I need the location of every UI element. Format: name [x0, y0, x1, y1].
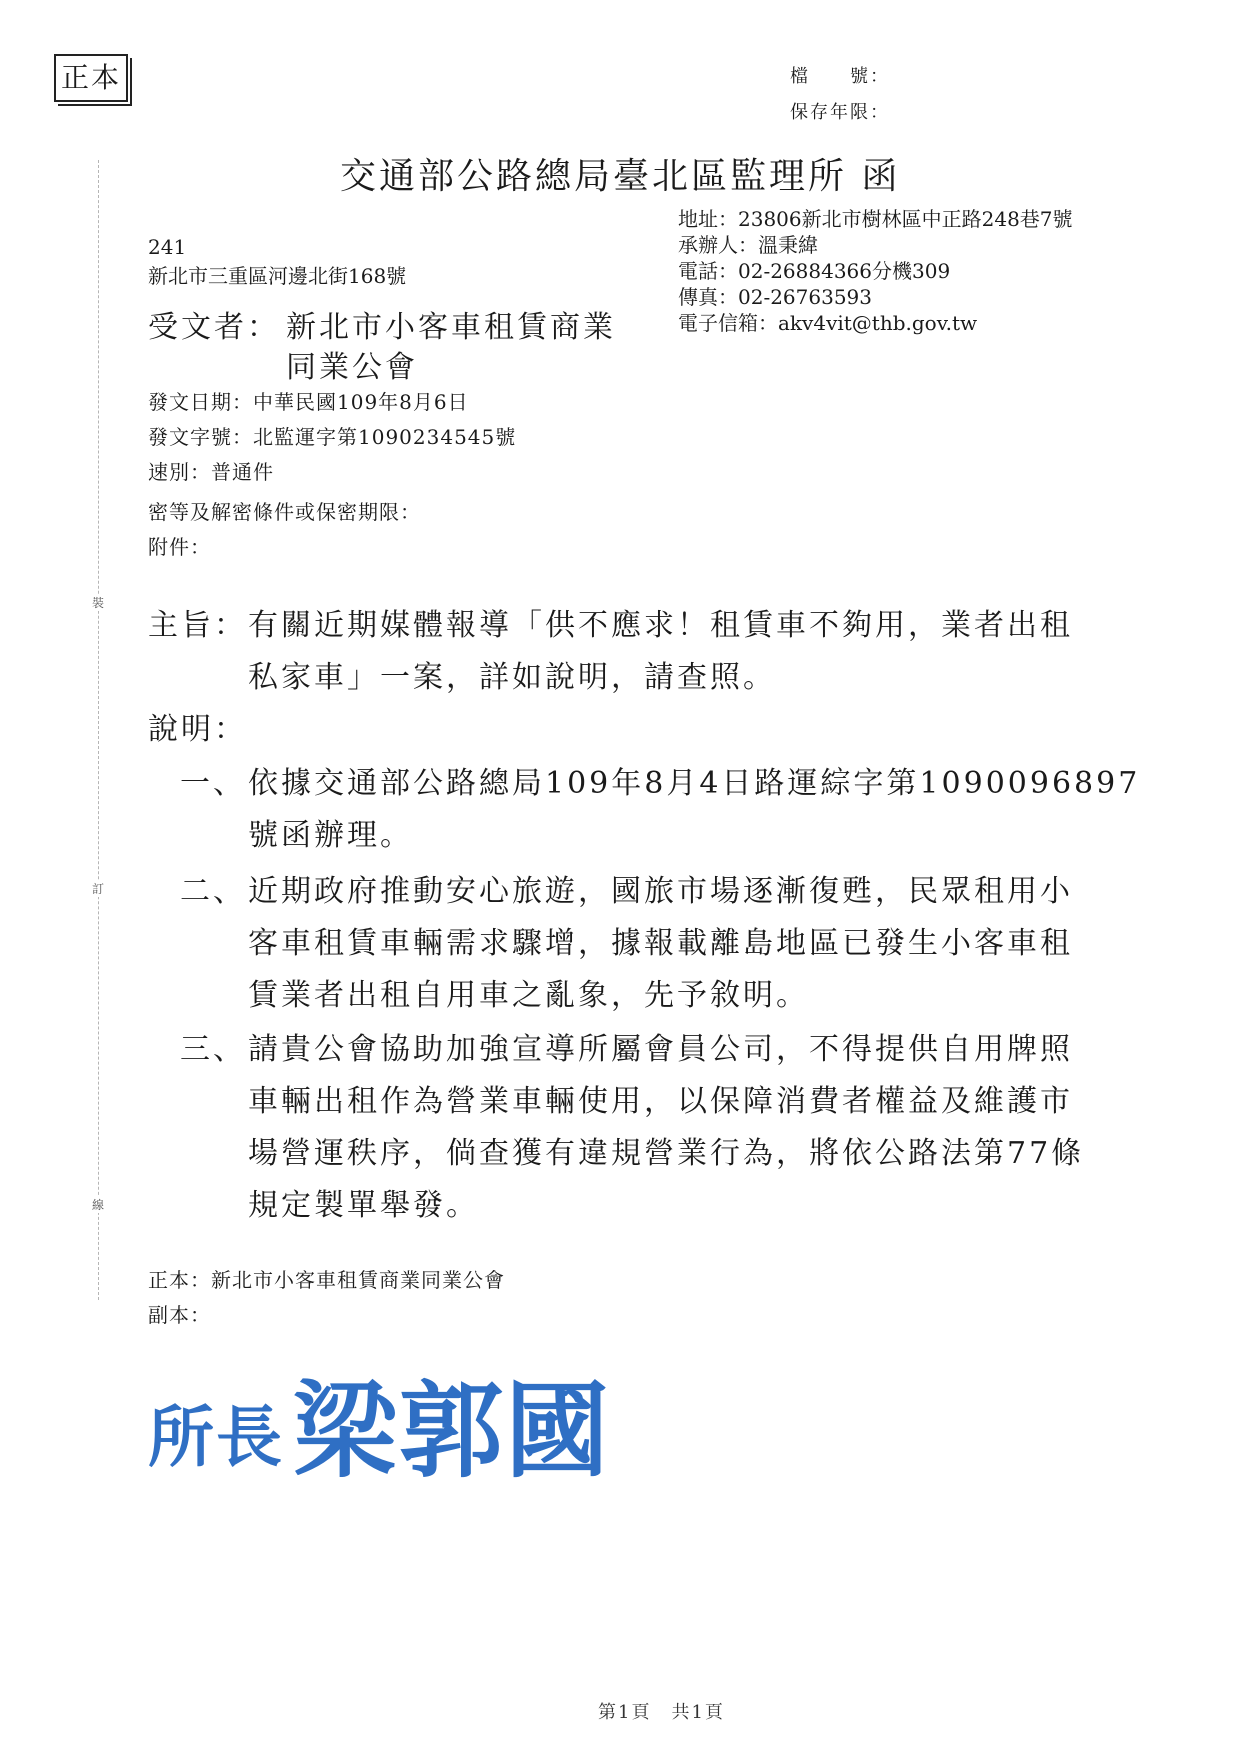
item-2-line-2: 客車租賃車輛需求驟增，據報載離島地區已發生小客車租: [248, 926, 1073, 961]
signature-name: 梁郭國: [293, 1369, 612, 1492]
sender-email: 電子信箱：akv4vit@thb.gov.tw: [678, 311, 978, 335]
subject-line-1: 有關近期媒體報導「供不應求！租賃車不夠用，業者出租: [248, 608, 1073, 643]
signature: [148, 1355, 668, 1499]
item-number: 一、: [180, 766, 246, 801]
binding-line: [98, 160, 99, 1300]
sender-address: 地址：23806新北市樹林區中正路248巷7號: [678, 207, 1073, 231]
recipient-address: 新北市三重區河邊北街168號: [148, 264, 407, 288]
recipient-label: 受文者：: [148, 310, 280, 345]
sender-contact: 承辦人：溫秉緯: [678, 233, 818, 257]
sender-phone: 電話：02-26884366分機309: [678, 259, 951, 283]
item-number: 二、: [180, 874, 246, 909]
item-number: 三、: [180, 1032, 246, 1067]
item-1-line-2: 號函辦理。: [248, 818, 413, 853]
item-3-line-1: 請貴公會協助加強宣導所屬會員公司，不得提供自用牌照: [248, 1032, 1073, 1067]
file-number-label: 檔 號：: [790, 66, 890, 87]
binding-mark-2: 訂: [92, 882, 105, 896]
item-2-line-1: 近期政府推動安心旅遊，國旅市場逐漸復甦，民眾租用小: [248, 874, 1073, 909]
copy-type-stamp: 正本: [54, 54, 128, 102]
original-recipient: 正本：新北市小客車租賃商業同業公會: [148, 1268, 505, 1292]
item-1-line-1: 依據交通部公路總局109年8月4日路運綜字第1090096897: [248, 766, 1141, 801]
signature-stamp-svg: [148, 1355, 668, 1495]
recipient-postal-code: 241: [148, 235, 187, 259]
binding-mark-1: 裝: [92, 596, 105, 610]
subject-line-2: 私家車」一案，詳如說明，請查照。: [248, 660, 776, 695]
item-3-line-2: 車輛出租作為營業車輛使用，以保障消費者權益及維護市: [248, 1084, 1073, 1119]
explanation-label: 說明：: [148, 712, 247, 747]
item-3-line-3: 場營運秩序，倘查獲有違規營業行為，將依公路法第77條: [248, 1136, 1085, 1171]
item-3-line-4: 規定製單舉發。: [248, 1188, 479, 1223]
subject-label: 主旨：: [148, 608, 247, 643]
attachment-label: 附件：: [148, 535, 211, 559]
recipient-name-line2: 同業公會: [286, 350, 418, 385]
retention-period-label: 保存年限：: [790, 102, 890, 123]
issue-number: 發文字號：北監運字第1090234545號: [148, 425, 517, 449]
copy-recipient: 副本：: [148, 1303, 211, 1327]
binding-mark-3: 線: [92, 1198, 105, 1212]
delivery-speed: 速別：普通件: [148, 460, 274, 484]
document-title: 交通部公路總局臺北區監理所 函: [340, 156, 901, 197]
signature-title: 所長: [148, 1398, 284, 1476]
recipient-name-line1: 新北市小客車租賃商業: [286, 310, 616, 345]
page-footer: 第1頁 共1頁: [598, 1702, 725, 1723]
sender-fax: 傳真：02-26763593: [678, 285, 873, 309]
issue-date: 發文日期：中華民國109年8月6日: [148, 390, 469, 414]
secrecy-level: 密等及解密條件或保密期限：: [148, 500, 421, 524]
item-2-line-3: 賃業者出租自用車之亂象，先予敘明。: [248, 978, 809, 1013]
